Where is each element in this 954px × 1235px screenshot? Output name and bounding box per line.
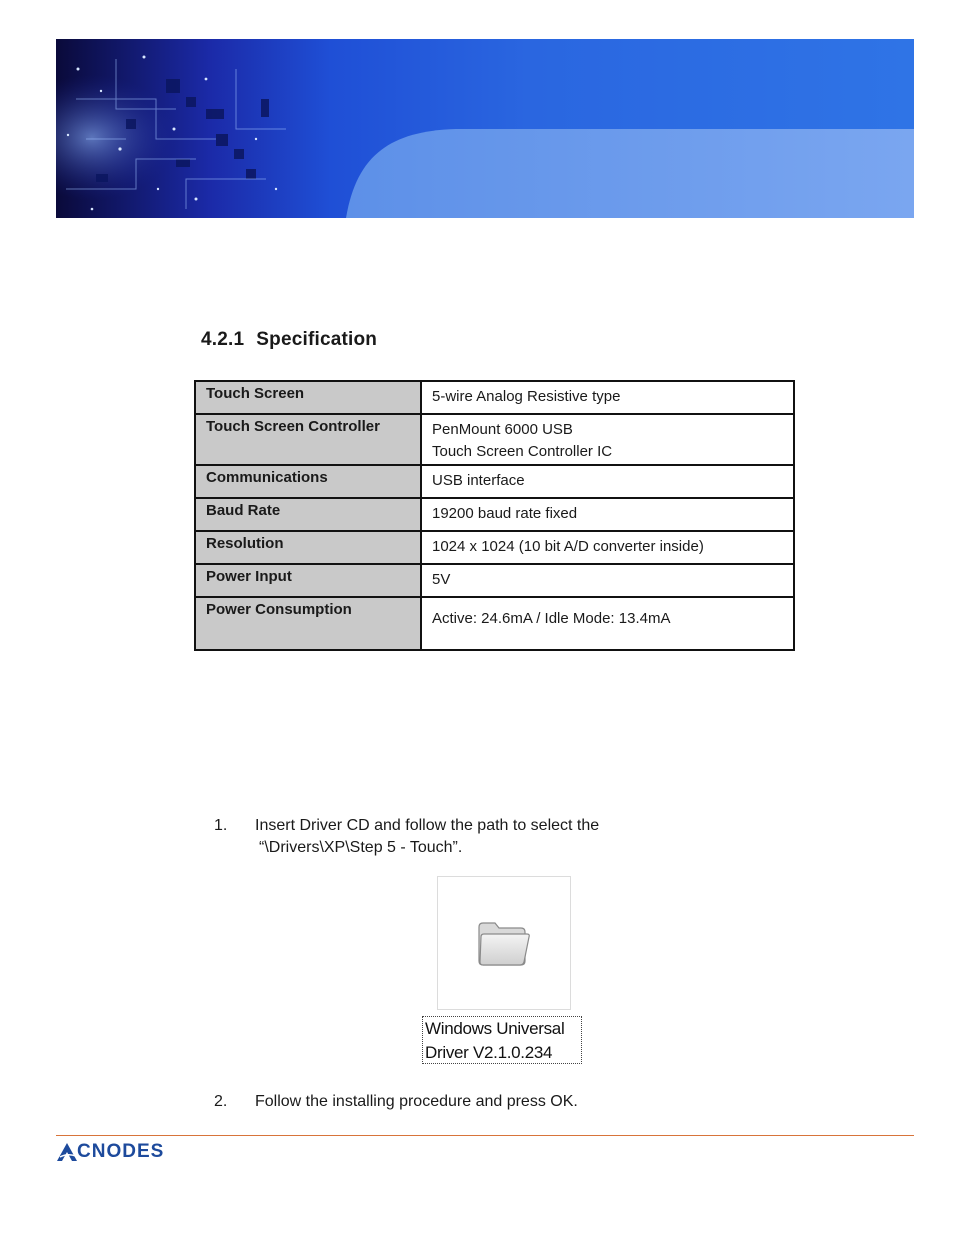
spec-value-line: 19200 baud rate fixed: [432, 505, 578, 522]
footer-divider: [56, 1135, 914, 1136]
spec-value: [421, 498, 794, 531]
table-row: [195, 414, 794, 465]
step-1: [214, 815, 674, 863]
section-number: 4.2.1: [201, 329, 245, 350]
circuit-board-banner-art: [56, 39, 914, 218]
logo-text: CNODES: [77, 1141, 165, 1162]
step-number: 1.: [214, 817, 228, 834]
step-text: Follow the installing procedure and press OK.: [255, 1093, 578, 1110]
spec-key: Baud Rate: [195, 498, 421, 531]
folder-icon-tile[interactable]: [437, 876, 571, 1010]
step-number: 2.: [214, 1093, 228, 1110]
table-row: [195, 498, 794, 531]
step-2: [214, 1091, 674, 1115]
spec-key: Touch Screen: [195, 381, 421, 414]
folder-label[interactable]: [422, 1016, 582, 1064]
spec-value-line: 5V: [432, 571, 451, 588]
spec-key: Touch Screen Controller: [195, 414, 421, 465]
spec-value: [421, 564, 794, 597]
spec-key: Resolution: [195, 531, 421, 564]
spec-key: Power Consumption: [195, 597, 421, 650]
folder-label-line: Windows Universal: [425, 1019, 565, 1038]
step-path: “\Drivers\XP\Step 5 - Touch”.: [259, 839, 463, 856]
spec-value: [421, 597, 794, 650]
spec-value: [421, 531, 794, 564]
folder-icon: [475, 915, 531, 971]
section-title: [201, 329, 377, 351]
spec-key: Power Input: [195, 564, 421, 597]
table-row: [195, 531, 794, 564]
acnodes-logo: [56, 1140, 212, 1164]
section-title-text: Specification: [256, 329, 378, 350]
table-row: [195, 564, 794, 597]
specification-table: [194, 380, 795, 651]
folder-label-line: Driver V2.1.0.234: [425, 1043, 553, 1062]
table-row: [195, 597, 794, 650]
acnodes-logo-icon: [56, 1140, 78, 1164]
spec-value: [421, 414, 794, 465]
spec-value-line: Active: 24.6mA / Idle Mode: 13.4mA: [432, 610, 671, 627]
step-text: Insert Driver CD and follow the path to select the: [255, 817, 600, 834]
spec-value-line: 5-wire Analog Resistive type: [432, 388, 621, 405]
spec-value-line: USB interface: [432, 472, 525, 489]
spec-value: [421, 465, 794, 498]
spec-value-line: PenMount 6000 USB: [432, 421, 573, 438]
spec-value: [421, 381, 794, 414]
spec-value-line: Touch Screen Controller IC: [432, 443, 613, 460]
table-row: [195, 465, 794, 498]
header-banner: [56, 39, 914, 218]
spec-key: Communications: [195, 465, 421, 498]
spec-value-line: 1024 x 1024 (10 bit A/D converter inside): [432, 538, 704, 555]
table-row: [195, 381, 794, 414]
